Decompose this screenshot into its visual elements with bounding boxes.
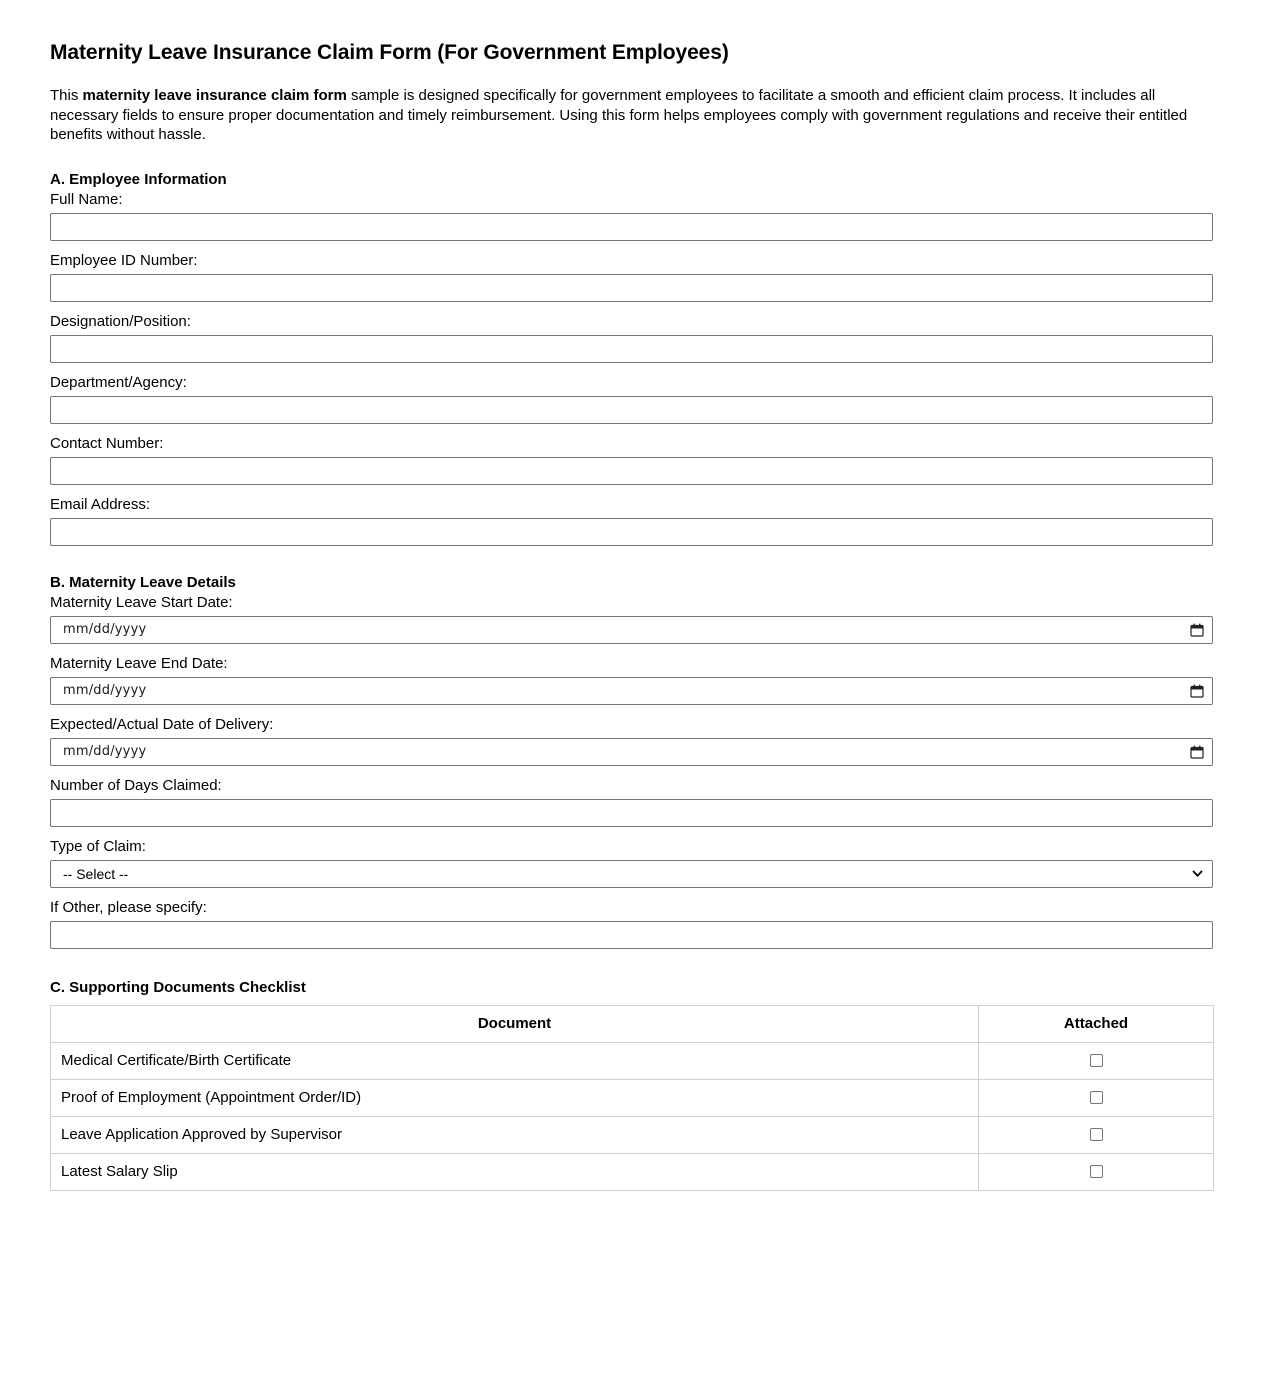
section-c-heading: C. Supporting Documents Checklist — [50, 978, 306, 996]
field-leave-start-date — [50, 593, 1213, 644]
label-employee-id: Employee ID Number: — [50, 251, 198, 269]
document-name: Proof of Employment (Appointment Order/ID) — [51, 1079, 979, 1116]
field-department — [50, 373, 1213, 424]
table-body — [51, 1042, 1214, 1190]
table-row — [51, 1042, 1214, 1079]
intro-text-bold: maternity leave insurance claim form — [82, 87, 347, 104]
table-row — [51, 1153, 1214, 1190]
checkbox-attached[interactable] — [1090, 1165, 1103, 1178]
checkbox-attached[interactable] — [1090, 1128, 1103, 1141]
table-row — [51, 1079, 1214, 1116]
date-placeholder-start: mm/dd/yyyy — [63, 622, 147, 637]
select-type-of-claim-value: -- Select -- — [63, 865, 129, 882]
table-header-row — [51, 1005, 1214, 1042]
section-b-heading: B. Maternity Leave Details — [50, 573, 236, 591]
supporting-documents-table — [50, 1005, 1214, 1191]
document-name: Latest Salary Slip — [51, 1153, 979, 1190]
label-other-specify: If Other, please specify: — [50, 898, 207, 916]
input-other-specify[interactable] — [50, 921, 1213, 949]
input-days-claimed[interactable] — [50, 799, 1213, 827]
label-delivery-date: Expected/Actual Date of Delivery: — [50, 715, 274, 733]
page-title: Maternity Leave Insurance Claim Form (For Government Employees) — [50, 41, 729, 64]
input-contact-number[interactable] — [50, 457, 1213, 485]
checkbox-attached[interactable] — [1090, 1091, 1103, 1104]
calendar-icon[interactable] — [1190, 623, 1204, 637]
section-a-heading: A. Employee Information — [50, 170, 227, 188]
table-head — [51, 1005, 1214, 1042]
date-placeholder-end: mm/dd/yyyy — [63, 683, 147, 698]
input-leave-end-date[interactable] — [50, 677, 1213, 705]
attached-cell — [979, 1079, 1214, 1116]
chevron-down-icon[interactable] — [1191, 867, 1204, 880]
field-full-name — [50, 190, 1213, 241]
input-email-address[interactable] — [50, 518, 1213, 546]
section-spacer-a-b — [50, 556, 1213, 574]
field-designation — [50, 312, 1213, 363]
label-designation: Designation/Position: — [50, 312, 191, 330]
date-placeholder-delivery: mm/dd/yyyy — [63, 744, 147, 759]
input-department[interactable] — [50, 396, 1213, 424]
label-contact-number: Contact Number: — [50, 434, 164, 452]
input-delivery-date[interactable] — [50, 738, 1213, 766]
field-type-of-claim — [50, 837, 1213, 888]
calendar-icon[interactable] — [1190, 745, 1204, 759]
intro-paragraph — [50, 86, 1213, 145]
select-type-of-claim[interactable] — [50, 860, 1213, 888]
field-email-address — [50, 495, 1213, 546]
field-days-claimed — [50, 776, 1213, 827]
label-email-address: Email Address: — [50, 495, 151, 513]
field-contact-number — [50, 434, 1213, 485]
field-leave-end-date — [50, 654, 1213, 705]
table-row — [51, 1116, 1214, 1153]
attached-cell — [979, 1042, 1214, 1079]
label-days-claimed: Number of Days Claimed: — [50, 776, 222, 794]
label-leave-start-date: Maternity Leave Start Date: — [50, 593, 233, 611]
section-spacer-b-c — [50, 959, 1213, 979]
label-type-of-claim: Type of Claim: — [50, 837, 146, 855]
input-leave-start-date[interactable] — [50, 616, 1213, 644]
label-department: Department/Agency: — [50, 373, 187, 391]
input-employee-id[interactable] — [50, 274, 1213, 302]
calendar-icon[interactable] — [1190, 684, 1204, 698]
document-name: Leave Application Approved by Supervisor — [51, 1116, 979, 1153]
input-designation[interactable] — [50, 335, 1213, 363]
intro-text-after: sample is designed specifically for government employees to facilitate a smooth and efficient claim process. It includes all necessary fields to ensure proper documentation and timely reimbursement. Using this form helps employees comply with government regulations and receive their entitled benefits without hassle. — [50, 87, 1188, 143]
field-other-specify — [50, 898, 1213, 949]
attached-cell — [979, 1153, 1214, 1190]
field-delivery-date — [50, 715, 1213, 766]
field-employee-id — [50, 251, 1213, 302]
label-leave-end-date: Maternity Leave End Date: — [50, 654, 228, 672]
intro-text-before: This — [50, 87, 83, 104]
document-name: Medical Certificate/Birth Certificate — [51, 1042, 979, 1079]
column-header-document: Document — [51, 1005, 979, 1042]
label-full-name: Full Name: — [50, 190, 123, 208]
checkbox-attached[interactable] — [1090, 1054, 1103, 1067]
input-full-name[interactable] — [50, 213, 1213, 241]
attached-cell — [979, 1116, 1214, 1153]
column-header-attached: Attached — [979, 1005, 1214, 1042]
